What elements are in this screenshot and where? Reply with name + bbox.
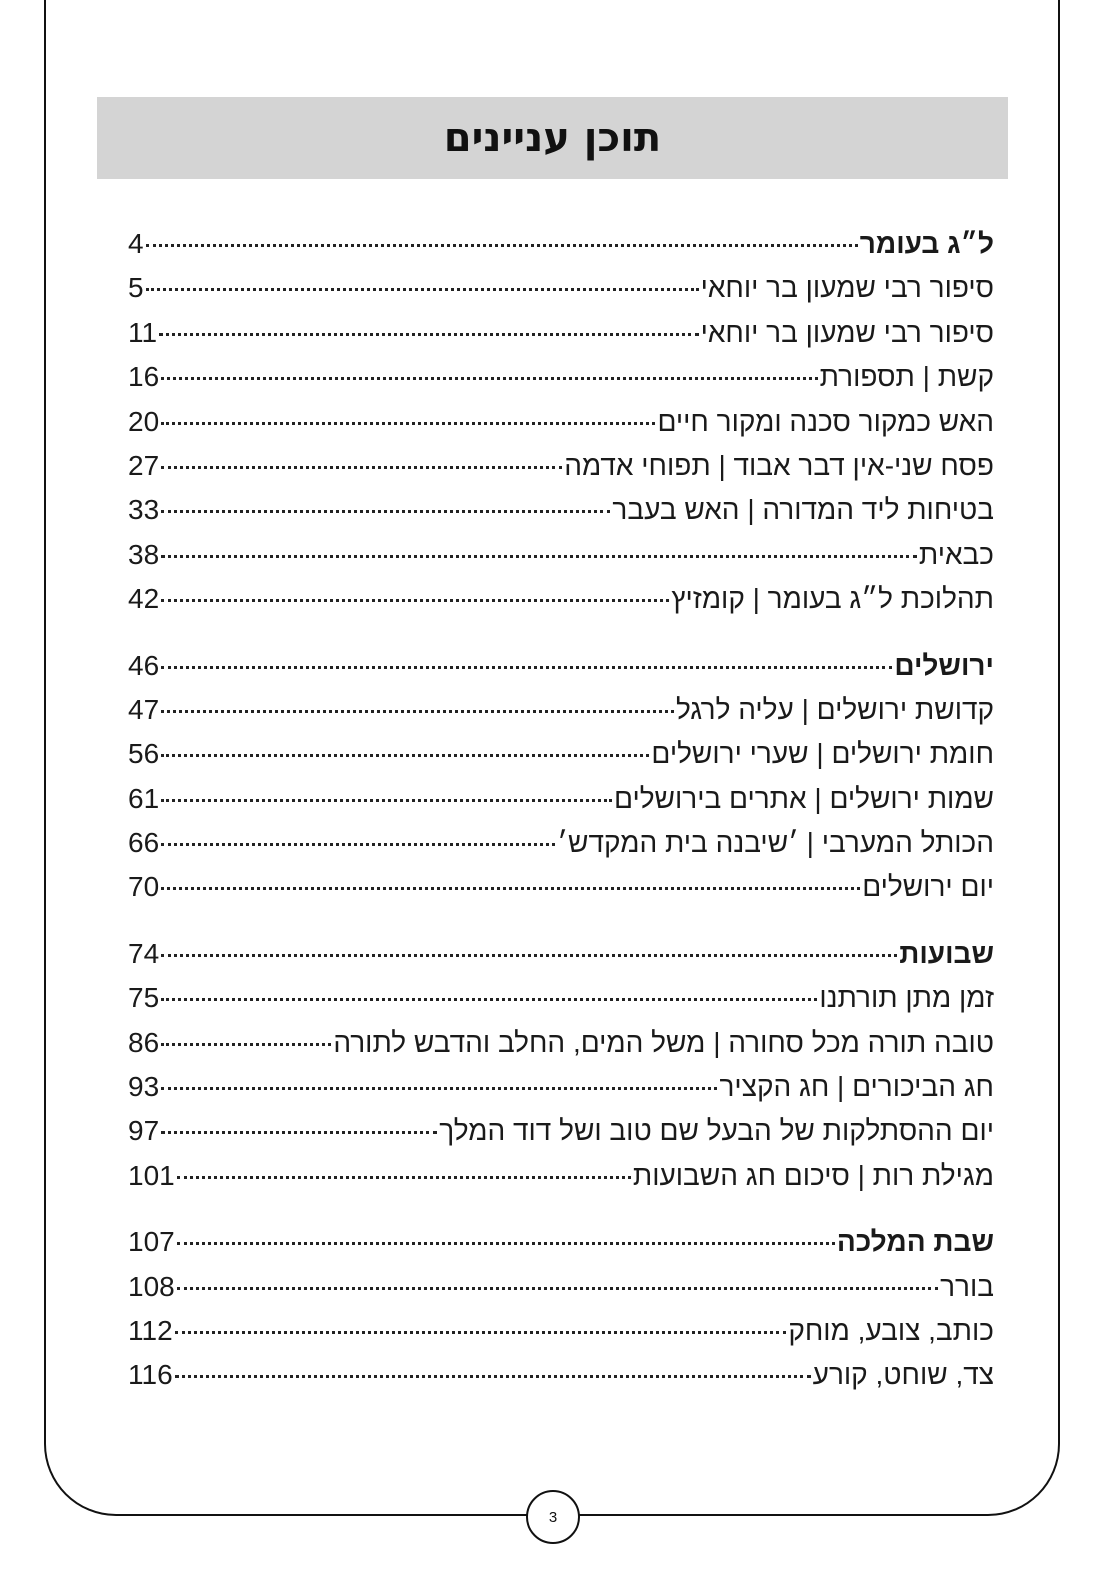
toc-entry-label: שמות ירושלים | אתרים בירושלים — [614, 782, 994, 814]
toc-entry[interactable] — [128, 1109, 994, 1153]
toc-entry-label: פסח שני-אין דבר אבוד | תפוחי אדמה — [564, 449, 994, 481]
dot-leader — [161, 555, 917, 558]
toc-page-number: 38 — [128, 538, 160, 570]
toc-entry-label: בורר — [940, 1270, 994, 1302]
dot-leader — [146, 244, 858, 247]
toc-page-number: 42 — [128, 583, 160, 615]
toc-entry-label: יום ירושלים — [862, 871, 994, 903]
toc-entry-label: זמן מתן תורתנו — [819, 982, 994, 1014]
toc-entry-label: חג הביכורים | חג הקציר — [719, 1071, 994, 1103]
toc-section — [128, 222, 994, 622]
toc-heading-label: שבת המלכה — [836, 1226, 994, 1258]
toc-entry-label: קשת | תספורת — [819, 361, 994, 393]
dot-leader — [161, 422, 655, 425]
toc-entry-label: חומת ירושלים | שערי ירושלים — [651, 738, 994, 770]
toc-entry[interactable] — [128, 976, 994, 1020]
dot-leader — [161, 954, 897, 957]
toc-section-heading[interactable] — [128, 222, 994, 266]
page-title: תוכן עניינים — [443, 115, 662, 161]
toc-section — [128, 932, 994, 1198]
toc-entry[interactable] — [128, 1021, 994, 1065]
toc-page-number: 4 — [128, 228, 144, 259]
dot-leader — [161, 599, 669, 602]
toc-section-heading[interactable] — [128, 1220, 994, 1264]
toc-page-number: 112 — [128, 1314, 173, 1346]
toc-entry-label: בטיחות ליד המדורה | האש בעבר — [612, 494, 994, 526]
toc-entry-label: תהלוכת ל״ג בעומר | קומזיץ — [671, 583, 994, 615]
dot-leader — [161, 710, 674, 713]
dot-leader — [161, 887, 860, 890]
toc-entry[interactable] — [128, 355, 994, 399]
toc-entry-label: הכותל המערבי | ׳שיבנה בית המקדש׳ — [557, 827, 994, 859]
dot-leader — [146, 288, 699, 291]
toc-page-number: 75 — [128, 982, 160, 1014]
toc-heading-label: שבועות — [899, 937, 994, 969]
toc-entry-label: כותב, צובע, מוחק — [788, 1314, 994, 1346]
toc-entry[interactable] — [128, 1154, 994, 1198]
toc-entry[interactable] — [128, 1353, 994, 1397]
toc-entry[interactable] — [128, 1065, 994, 1109]
toc-page-number: 116 — [128, 1359, 173, 1391]
title-band — [97, 97, 1008, 179]
dot-leader — [161, 998, 817, 1001]
toc-page-number: 20 — [128, 405, 160, 437]
dot-leader — [175, 1375, 811, 1378]
toc-entry-label: כבאית — [918, 538, 994, 570]
toc-entry-label: סיפור רבי שמעון בר יוחאי — [700, 272, 994, 304]
dot-leader — [177, 1242, 835, 1245]
dot-leader — [161, 843, 555, 846]
toc-page-number: 56 — [128, 738, 160, 770]
dot-leader — [161, 466, 562, 469]
toc-page-number: 27 — [128, 449, 160, 481]
dot-leader — [161, 377, 817, 380]
dot-leader — [159, 333, 698, 336]
toc-entry-label: יום ההסתלקות של הבעל שם טוב ושל דוד המלך — [439, 1115, 994, 1147]
toc-page-number: 70 — [128, 871, 160, 903]
toc-entry[interactable] — [128, 577, 994, 621]
page-number-badge — [526, 1490, 580, 1544]
dot-leader — [177, 1287, 938, 1290]
toc-page-number: 86 — [128, 1026, 160, 1058]
toc-section — [128, 1220, 994, 1398]
toc-entry[interactable] — [128, 533, 994, 577]
toc-entry[interactable] — [128, 732, 994, 776]
toc-page-number: 5 — [128, 272, 144, 304]
toc-entry[interactable] — [128, 688, 994, 732]
toc-page-number: 74 — [128, 937, 160, 969]
toc-page-number: 108 — [128, 1270, 175, 1302]
dot-leader — [161, 510, 610, 513]
toc-entry[interactable] — [128, 1309, 994, 1353]
toc-page-number: 46 — [128, 649, 160, 681]
toc-entry[interactable] — [128, 444, 994, 488]
toc-page-number: 16 — [128, 361, 160, 393]
toc-page-number: 107 — [128, 1226, 175, 1258]
toc-entry-label: טובה תורה מכל סחורה | משל המים, החלב והדבש לתורה — [333, 1026, 994, 1058]
toc-entry[interactable] — [128, 865, 994, 909]
dot-leader — [161, 754, 649, 757]
toc-section-heading[interactable] — [128, 932, 994, 976]
dot-leader — [161, 666, 892, 669]
toc-page-number: 11 — [128, 316, 158, 348]
toc-entry-label: קדושת ירושלים | עליה לרגל — [675, 693, 994, 725]
toc-section — [128, 644, 994, 910]
toc-page-number: 47 — [128, 693, 160, 725]
toc-entry[interactable] — [128, 400, 994, 444]
toc-entry-label: צד, שוחט, קורע — [812, 1359, 994, 1391]
dot-leader — [161, 799, 612, 802]
toc-heading-label: ל״ג בעומר — [859, 228, 994, 259]
toc-entry-label: מגילת רות | סיכום חג השבועות — [632, 1159, 994, 1191]
toc-section-heading[interactable] — [128, 644, 994, 688]
toc-page-number: 93 — [128, 1071, 160, 1103]
toc-page-number: 61 — [128, 782, 160, 814]
toc-entry[interactable] — [128, 821, 994, 865]
toc-page-number: 101 — [128, 1159, 175, 1191]
toc-entry[interactable] — [128, 777, 994, 821]
toc-page-number: 33 — [128, 494, 160, 526]
toc-entry[interactable] — [128, 1265, 994, 1309]
toc-page-number: 66 — [128, 827, 160, 859]
dot-leader — [161, 1131, 437, 1134]
table-of-contents — [128, 222, 994, 1420]
toc-entry[interactable] — [128, 266, 994, 310]
toc-heading-label: ירושלים — [894, 649, 994, 681]
page-number: 3 — [548, 1508, 558, 1526]
dot-leader — [161, 1043, 331, 1046]
toc-entry-label: סיפור רבי שמעון בר יוחאי — [700, 316, 994, 348]
dot-leader — [175, 1331, 787, 1334]
dot-leader — [161, 1087, 717, 1090]
dot-leader — [177, 1176, 631, 1179]
toc-entry-label: האש כמקור סכנה ומקור חיים — [657, 405, 994, 437]
toc-page-number: 97 — [128, 1115, 160, 1147]
toc-entry[interactable] — [128, 488, 994, 532]
toc-entry[interactable] — [128, 311, 994, 355]
